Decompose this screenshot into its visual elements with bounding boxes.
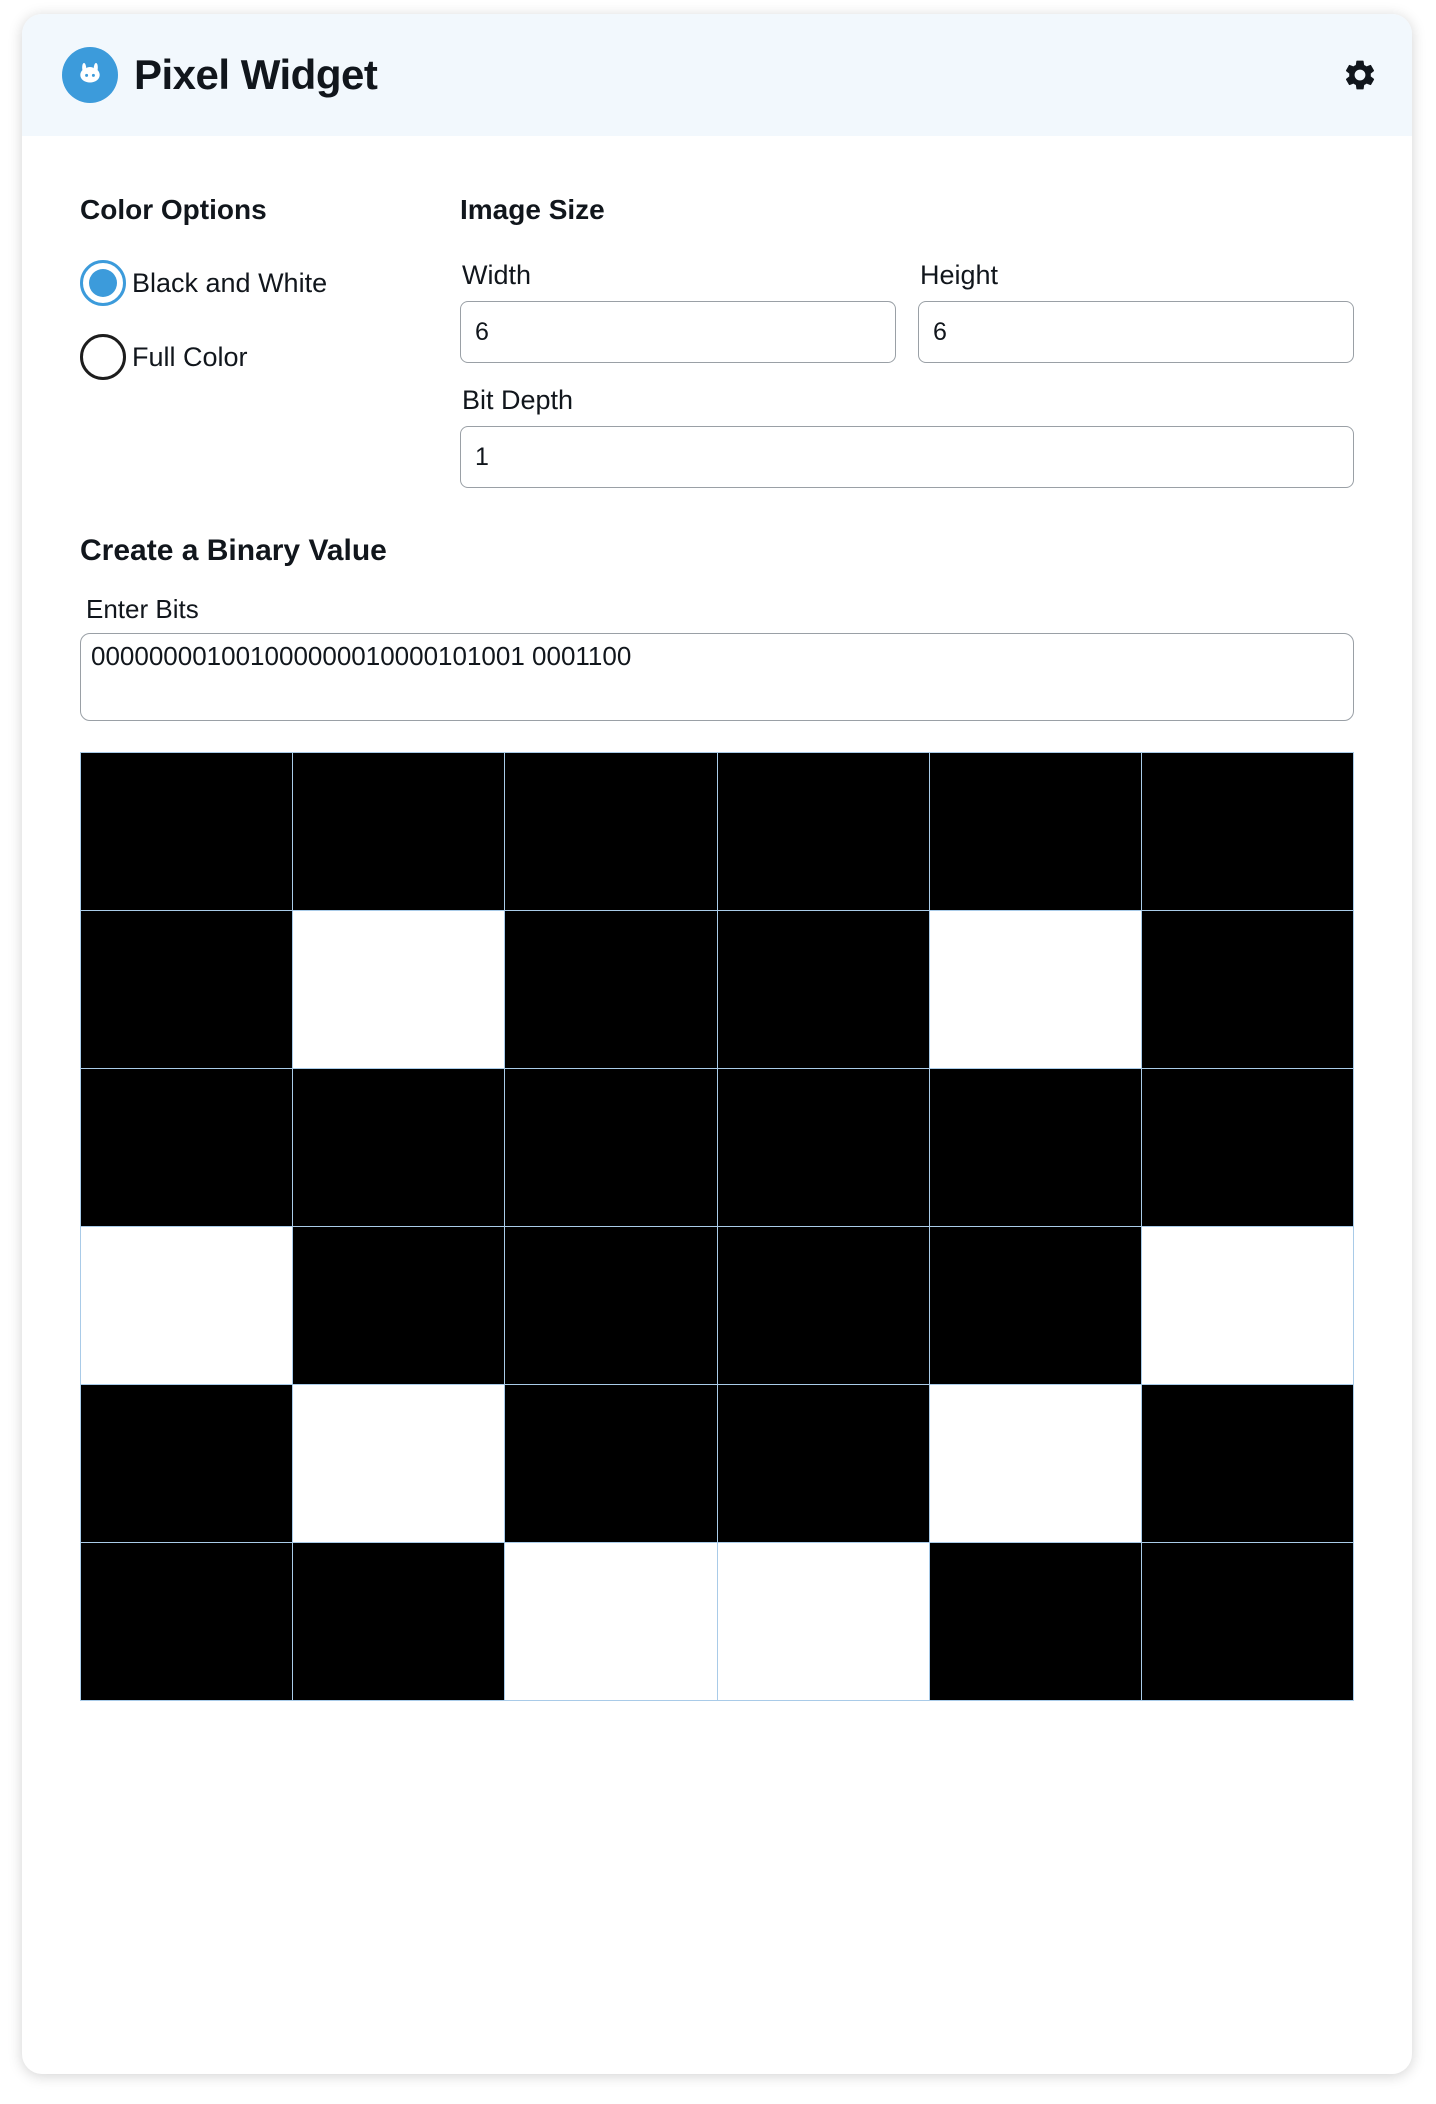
- radio-black-and-white[interactable]: [80, 260, 460, 306]
- color-options-section: [80, 194, 460, 408]
- pixel-cell[interactable]: [1142, 1227, 1354, 1385]
- height-field-group: [918, 260, 1354, 363]
- rabbit-logo-icon: [62, 47, 118, 103]
- radio-black-and-white-label: Black and White: [132, 267, 328, 298]
- options-row: [80, 194, 1354, 488]
- title-bar: [22, 14, 1412, 136]
- bit-depth-input[interactable]: [460, 426, 1354, 488]
- radio-unselected-icon[interactable]: [80, 334, 126, 380]
- pixel-cell[interactable]: [293, 1543, 505, 1701]
- pixel-cell[interactable]: [930, 1069, 1142, 1227]
- pixel-cell[interactable]: [1142, 911, 1354, 1069]
- pixel-cell[interactable]: [718, 1069, 930, 1227]
- pixel-cell[interactable]: [930, 911, 1142, 1069]
- pixel-cell[interactable]: [505, 1385, 717, 1543]
- radio-dot-icon: [89, 269, 117, 297]
- size-fields-row: [460, 260, 1354, 363]
- pixel-cell[interactable]: [81, 1385, 293, 1543]
- radio-selected-icon[interactable]: [80, 260, 126, 306]
- pixel-cell[interactable]: [81, 911, 293, 1069]
- pixel-cell[interactable]: [930, 1543, 1142, 1701]
- radio-full-color-label: Full Color: [132, 341, 248, 372]
- app-title: Pixel Widget: [134, 51, 378, 98]
- pixel-cell[interactable]: [1142, 753, 1354, 911]
- pixel-cell[interactable]: [81, 1543, 293, 1701]
- pixel-cell[interactable]: [1142, 1543, 1354, 1701]
- binary-value-section: [80, 534, 1354, 726]
- pixel-cell[interactable]: [718, 1385, 930, 1543]
- bit-depth-label: Bit Depth: [462, 385, 574, 415]
- pixel-grid[interactable]: [80, 752, 1354, 1701]
- pixel-cell[interactable]: [81, 1069, 293, 1227]
- pixel-cell[interactable]: [293, 1385, 505, 1543]
- pixel-cell[interactable]: [293, 1227, 505, 1385]
- pixel-cell[interactable]: [505, 1543, 717, 1701]
- width-field-group: [460, 260, 896, 363]
- image-size-section: [460, 194, 1354, 488]
- pixel-cell[interactable]: [718, 753, 930, 911]
- main-content: [22, 136, 1412, 1701]
- app-window: [22, 14, 1412, 2074]
- color-options-heading: Color Options: [80, 194, 267, 225]
- height-input[interactable]: [918, 301, 1354, 363]
- pixel-cell[interactable]: [81, 753, 293, 911]
- pixel-cell[interactable]: [505, 753, 717, 911]
- image-size-heading: Image Size: [460, 194, 605, 225]
- enter-bits-input[interactable]: [80, 633, 1354, 721]
- pixel-cell[interactable]: [718, 1227, 930, 1385]
- pixel-cell[interactable]: [1142, 1385, 1354, 1543]
- binary-heading: Create a Binary Value: [80, 534, 387, 567]
- pixel-cell[interactable]: [505, 911, 717, 1069]
- bit-depth-field-group: [460, 385, 1354, 488]
- pixel-cell[interactable]: [81, 1227, 293, 1385]
- gear-icon[interactable]: [1340, 55, 1380, 95]
- pixel-cell[interactable]: [930, 1227, 1142, 1385]
- radio-full-color[interactable]: [80, 334, 460, 380]
- pixel-cell[interactable]: [293, 911, 505, 1069]
- width-label: Width: [462, 260, 532, 290]
- pixel-cell[interactable]: [1142, 1069, 1354, 1227]
- pixel-cell[interactable]: [718, 911, 930, 1069]
- pixel-cell[interactable]: [930, 753, 1142, 911]
- width-input[interactable]: [460, 301, 896, 363]
- pixel-cell[interactable]: [293, 1069, 505, 1227]
- enter-bits-label: Enter Bits: [86, 594, 199, 624]
- pixel-cell[interactable]: [293, 753, 505, 911]
- pixel-cell[interactable]: [505, 1227, 717, 1385]
- pixel-cell[interactable]: [718, 1543, 930, 1701]
- pixel-cell[interactable]: [505, 1069, 717, 1227]
- height-label: Height: [920, 260, 999, 290]
- pixel-cell[interactable]: [930, 1385, 1142, 1543]
